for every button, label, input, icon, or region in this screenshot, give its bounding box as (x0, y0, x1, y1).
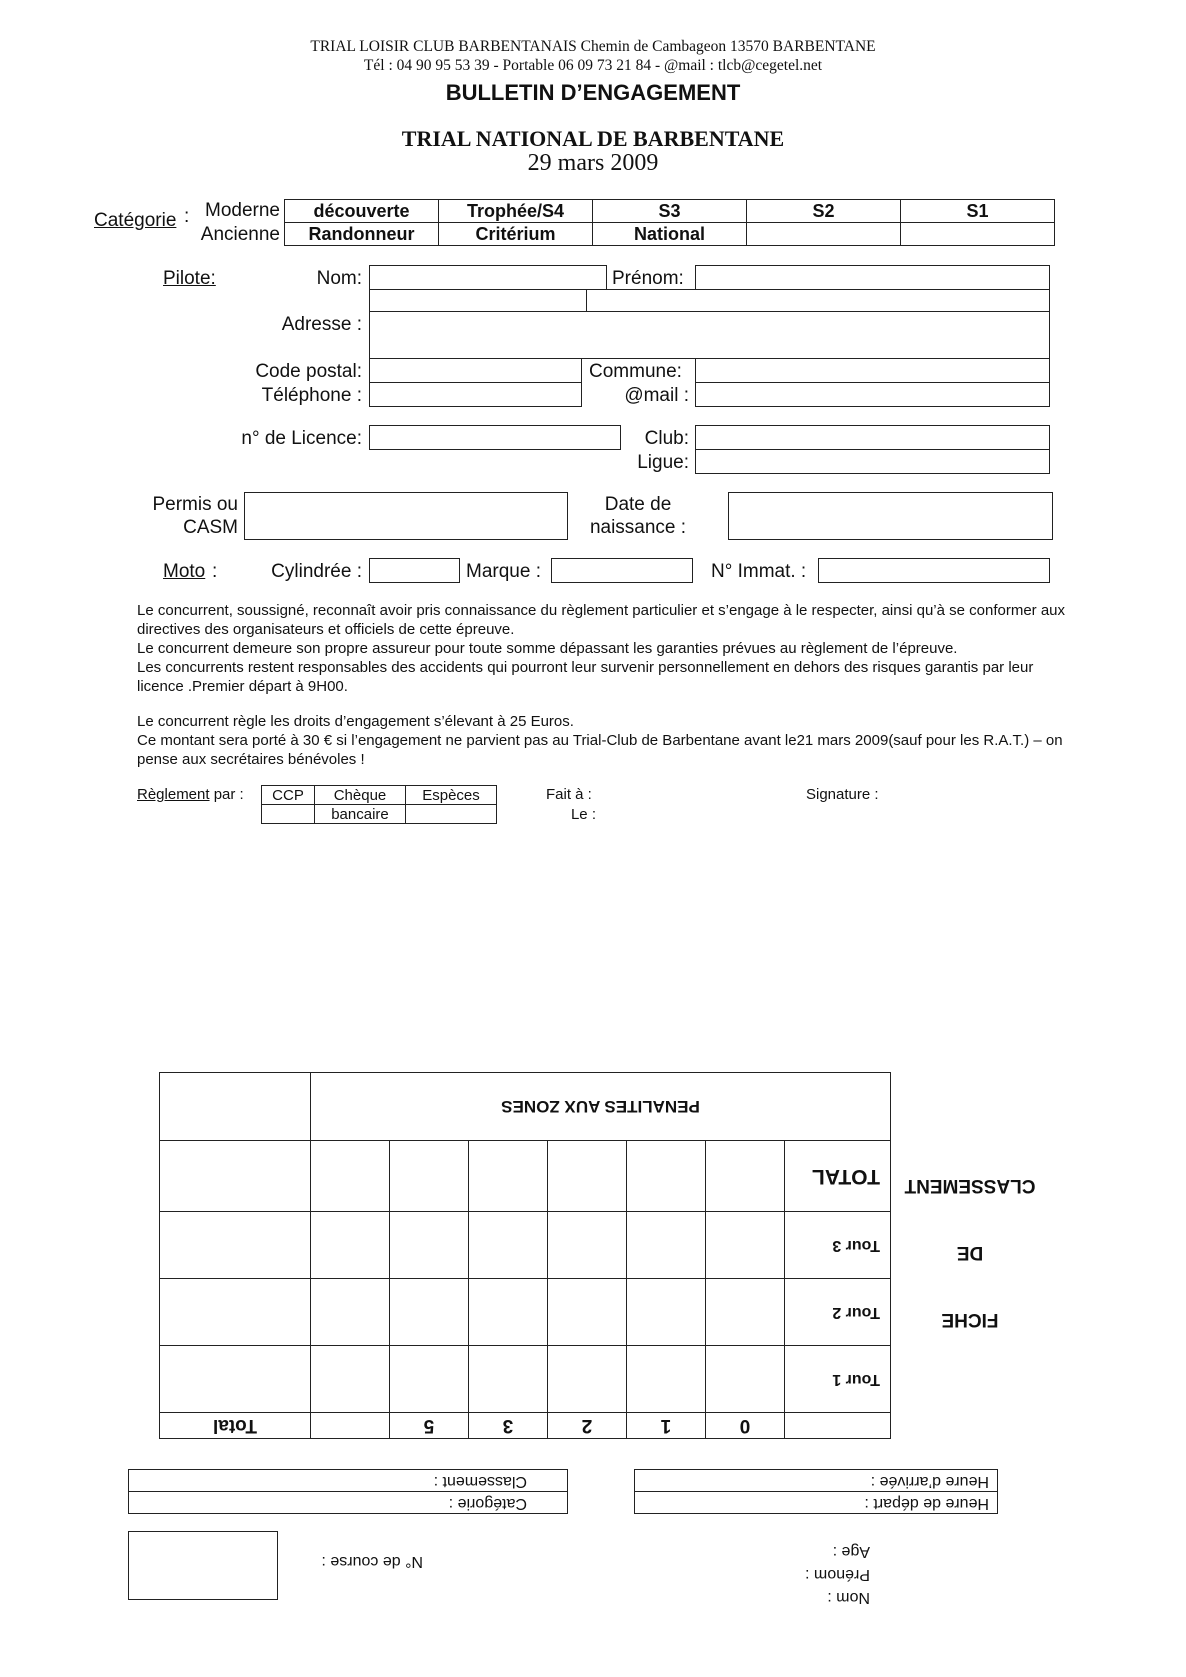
score-cell[interactable] (469, 1212, 548, 1279)
score-header-cell: 1 (627, 1413, 706, 1439)
row-label: TOTAL (785, 1141, 891, 1212)
score-cell[interactable] (627, 1279, 706, 1346)
email-label: @mail : (624, 385, 689, 406)
permis-label-2: CASM (183, 517, 238, 538)
ligue-label: Ligue: (637, 452, 689, 473)
terms-paragraph-1: Le concurrent, soussigné, reconnaît avoir pris connaissance du règlement particulier et s’engage à le respecter, ainsi qu’à se conformer aux directives des organisateurs et officiels de cette épreuve. (137, 602, 1066, 638)
fiche-prenom-label: Prénom : (805, 1566, 870, 1583)
categorie-label: Catégorie (94, 210, 177, 231)
prenom-field[interactable] (695, 265, 1050, 290)
adresse-line-1b[interactable] (586, 289, 1050, 312)
score-cell[interactable] (390, 1141, 469, 1212)
signature-label: Signature : (806, 786, 879, 803)
score-header-cell (311, 1413, 390, 1439)
adresse-line-1a[interactable] (369, 289, 587, 312)
marque-label: Marque : (466, 561, 541, 582)
naissance-field[interactable] (728, 492, 1053, 540)
code-postal-field[interactable] (369, 358, 582, 383)
score-header-cell (785, 1413, 891, 1439)
deadline-date: 21 mars 2009 (796, 732, 889, 749)
score-cell[interactable] (627, 1212, 706, 1279)
nom-label: Nom: (316, 268, 362, 289)
categorie-fiche-label: Catégorie : (448, 1495, 527, 1512)
row-label: Tour 2 (785, 1279, 891, 1346)
late-fee-text: Ce montant sera porté à 30 € si l’engagement ne parvient pas au Trial-Club de Barbentane avant le (137, 732, 797, 749)
moto-section-label: Moto (163, 561, 206, 582)
payment-option-ccp[interactable]: CCP (262, 786, 315, 805)
licence-label: n° de Licence: (241, 428, 362, 449)
fiche-title-1: FICHE (941, 1309, 999, 1330)
licence-field[interactable] (369, 425, 621, 450)
payment-option-cheque[interactable]: Chèque (315, 786, 406, 805)
adresse-label: Adresse : (281, 314, 362, 335)
le-label: Le : (570, 806, 596, 823)
score-cell[interactable] (160, 1279, 311, 1346)
terms-paragraph-3: Les concurrents restent responsables des accidents qui pourront leur survenir personnellement en dehors des risques garantis par leur licence .Premier départ à 9H00. (137, 659, 1034, 695)
payment-option-cheque-line2[interactable]: bancaire (315, 805, 406, 824)
telephone-field[interactable] (369, 382, 582, 407)
heure-arrivee-label: Heure d’arrivée : (870, 1473, 989, 1490)
page-title: BULLETIN D’ENGAGEMENT (445, 80, 741, 105)
row-label: Tour 3 (785, 1212, 891, 1279)
score-cell[interactable] (706, 1141, 785, 1212)
score-cell[interactable] (548, 1212, 627, 1279)
terms-paragraph-2: Le concurrent demeure son propre assureur pour toute somme dépassant les garanties prévues au règlement de l’épreuve. (137, 640, 958, 657)
email-field[interactable] (695, 382, 1050, 407)
ligue-field[interactable] (695, 449, 1050, 474)
adresse-field[interactable] (369, 311, 1050, 359)
score-cell[interactable] (706, 1346, 785, 1413)
fiche-title-2: DE (956, 1242, 984, 1263)
score-header-cell: Total (160, 1413, 311, 1439)
score-header-cell: 0 (706, 1413, 785, 1439)
categorie-cell[interactable]: S2 (747, 200, 901, 223)
payment-label-rest: par : (209, 786, 244, 803)
payment-label-underlined: Règlement (137, 786, 210, 803)
categorie-cell[interactable] (747, 223, 901, 246)
score-cell[interactable] (160, 1346, 311, 1413)
categorie-ancienne-label: Ancienne (200, 224, 280, 245)
late-fee-text-end: (sauf pour les R.A.T.) – on pense aux secrétaires bénévoles ! (137, 732, 1063, 768)
numero-course-label: N° de course : (321, 1553, 423, 1570)
commune-field[interactable] (695, 358, 1050, 383)
fiche-nom-label: Nom : (827, 1589, 870, 1606)
categorie-table (284, 199, 1055, 246)
club-label: Club: (644, 428, 689, 449)
fait-a-label: Fait à : (546, 786, 592, 803)
score-cell[interactable] (469, 1141, 548, 1212)
score-row-total (160, 1141, 891, 1212)
categorie-row-moderne (285, 200, 1055, 223)
numero-course-field[interactable] (128, 1531, 278, 1600)
score-cell[interactable] (627, 1141, 706, 1212)
categorie-cell[interactable]: S1 (901, 200, 1055, 223)
corner-cell (160, 1073, 311, 1141)
score-cell[interactable] (160, 1141, 311, 1212)
score-cell[interactable] (311, 1141, 390, 1212)
score-cell[interactable] (160, 1212, 311, 1279)
classement-label: Classement : (433, 1473, 527, 1490)
heure-depart-label: Heure de départ : (864, 1495, 989, 1512)
score-header-cell: 3 (469, 1413, 548, 1439)
event-title: TRIAL NATIONAL DE BARBENTANE (401, 126, 785, 151)
score-cell[interactable] (627, 1346, 706, 1413)
nom-field[interactable] (369, 265, 607, 290)
commune-label: Commune: (589, 361, 682, 382)
payment-checkbox-especes[interactable] (406, 805, 497, 824)
score-cell[interactable] (548, 1141, 627, 1212)
categorie-cell[interactable]: Critérium (439, 223, 593, 246)
score-header-cell: 5 (390, 1413, 469, 1439)
pilote-section-label: Pilote: (163, 268, 216, 289)
heure-arrivee-field[interactable] (634, 1469, 998, 1492)
terms-paragraph-4: Le concurrent règle les droits d’engagement s’élevant à 25 Euros. (137, 713, 574, 730)
fiche-age-label: Age : (832, 1543, 870, 1560)
penalties-table (159, 1072, 891, 1439)
immat-label: N° Immat. : (711, 561, 807, 582)
score-cell[interactable] (706, 1212, 785, 1279)
categorie-cell[interactable]: Trophée/S4 (439, 200, 593, 223)
score-cell[interactable] (390, 1212, 469, 1279)
naissance-label-2: naissance : (589, 517, 687, 538)
categorie-colon: : (184, 206, 190, 227)
penalites-header: PENALITES AUX ZONES (311, 1073, 891, 1141)
score-cell[interactable] (706, 1279, 785, 1346)
permis-label-1: Permis ou (152, 494, 238, 515)
score-header-row (160, 1413, 891, 1439)
score-cell[interactable] (469, 1279, 548, 1346)
terms-paragraph-5 (137, 731, 1067, 769)
score-cell[interactable] (548, 1279, 627, 1346)
categorie-fiche-field[interactable] (128, 1491, 568, 1514)
score-cell[interactable] (311, 1346, 390, 1413)
club-contact-line: Tél : 04 90 95 53 39 - Portable 06 09 73 21 84 - @mail : tlcb@cegetel.net (363, 57, 823, 74)
payment-option-especes[interactable]: Espèces (406, 786, 497, 805)
penalites-header-row (160, 1073, 891, 1141)
code-postal-label: Code postal: (255, 361, 362, 382)
score-cell[interactable] (548, 1346, 627, 1413)
categorie-cell[interactable] (901, 223, 1055, 246)
fiche-de-classement (120, 1000, 1080, 1620)
score-cell[interactable] (469, 1346, 548, 1413)
telephone-label: Téléphone : (261, 385, 362, 406)
row-label: Tour 1 (785, 1346, 891, 1413)
score-cell[interactable] (390, 1279, 469, 1346)
categorie-cell[interactable]: découverte (285, 200, 439, 223)
categorie-cell[interactable]: Randonneur (285, 223, 439, 246)
categorie-moderne-label: Moderne (205, 200, 280, 221)
categorie-cell[interactable]: S3 (593, 200, 747, 223)
score-header-cell: 2 (548, 1413, 627, 1439)
cylindree-field[interactable] (369, 558, 460, 583)
club-address-line: TRIAL LOISIR CLUB BARBENTANAIS Chemin de Cambageon 13570 BARBENTANE (310, 38, 876, 55)
club-field[interactable] (695, 425, 1050, 450)
cylindree-label: Cylindrée : (271, 561, 362, 582)
payment-options-table (261, 785, 497, 824)
naissance-label-1: Date de (604, 494, 672, 515)
event-date: 29 mars 2009 (527, 150, 659, 176)
fiche-title-3: CLASSEMENT (904, 1175, 1036, 1196)
classement-field[interactable] (128, 1469, 568, 1492)
score-cell[interactable] (390, 1346, 469, 1413)
heure-depart-field[interactable] (634, 1491, 998, 1514)
marque-field[interactable] (551, 558, 693, 583)
permis-field[interactable] (244, 492, 568, 540)
score-row-tour-3 (160, 1212, 891, 1279)
score-cell[interactable] (311, 1212, 390, 1279)
score-row-tour-2 (160, 1279, 891, 1346)
immat-field[interactable] (818, 558, 1050, 583)
categorie-row-ancienne (285, 223, 1055, 246)
payment-label (137, 786, 244, 803)
score-row-tour-1 (160, 1346, 891, 1413)
moto-colon: : (212, 561, 218, 582)
categorie-cell[interactable]: National (593, 223, 747, 246)
prenom-label: Prénom: (612, 268, 684, 289)
score-cell[interactable] (311, 1279, 390, 1346)
payment-checkbox-ccp[interactable] (262, 805, 315, 824)
